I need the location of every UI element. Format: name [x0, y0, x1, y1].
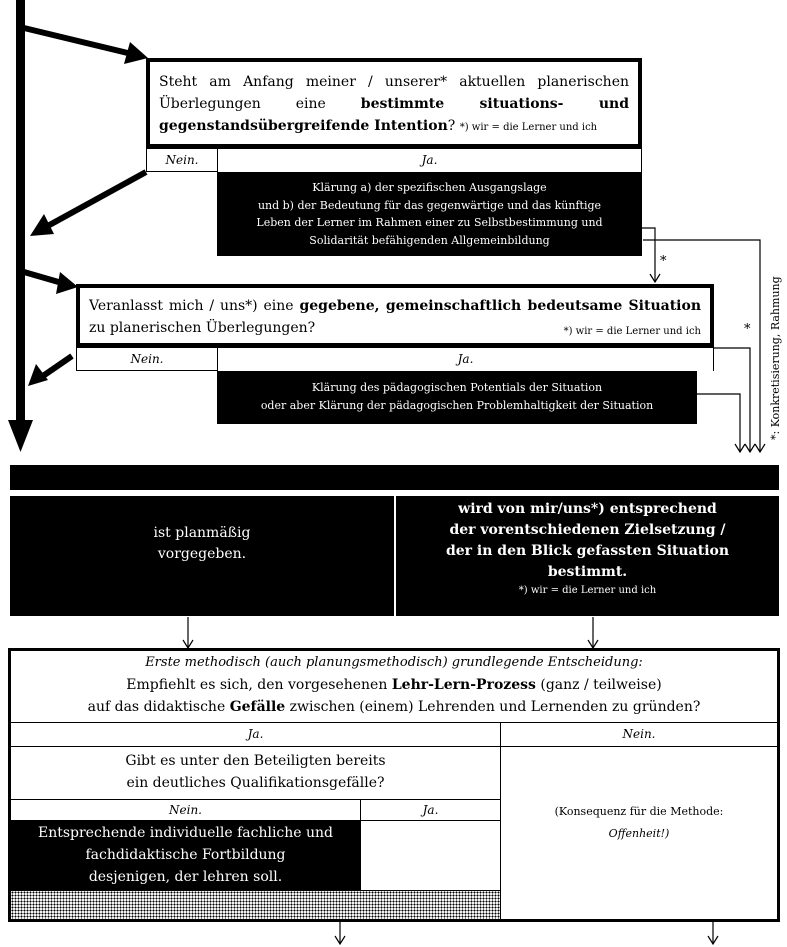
sub-question-line-2: ein deutliches Qualifikationsgefälle? [126, 775, 385, 791]
question-1-no-cell [146, 148, 218, 172]
branch-arrowhead-q2 [56, 272, 78, 294]
back-line-q1-no [44, 172, 146, 228]
question-1-yes-label: Ja. [421, 153, 438, 167]
decision-yes-label: Ja. [247, 727, 264, 741]
gegenstand-right-line-1: wird von mir/uns*) entsprechend [458, 501, 717, 517]
question-1-text-b: ? [447, 118, 460, 134]
decision-intro: Erste methodisch (auch planungsmethodisch) grundlegende Entscheidung: [145, 655, 643, 670]
gegenstand-right-line-4: bestimmt. [547, 564, 628, 580]
training-box [11, 820, 360, 890]
q1-clarify-line-3: Leben der Lerner im Rahmen einer zu Selbstbestimmung und [256, 216, 603, 229]
back-line-q2-no [40, 356, 72, 378]
question-1-text-bold: bestimmte situations- und gegenstandsübergreifende Intention [159, 96, 629, 134]
question-2-box [76, 284, 714, 347]
main-flow-line [16, 0, 25, 420]
training-line-3: desjenigen, der lehren soll. [88, 869, 283, 885]
sub-no-cell [11, 799, 361, 821]
branch-line-q2 [24, 272, 62, 283]
question-2-footnote: *) wir = die Lerner und ich [563, 326, 701, 337]
decision-line-2-a: auf das didaktische [87, 699, 230, 715]
sub-question [11, 750, 500, 798]
question-1-box [146, 58, 642, 148]
sub-yes-label: Ja. [422, 803, 439, 817]
decision-no-cell [500, 722, 777, 747]
gegenstand-right-footnote: *) wir = die Lerner und ich [518, 585, 657, 596]
question-2-text-bold: gegebene, gemeinschaftlich bedeutsame Situation [299, 298, 701, 314]
decision-line-1-a: Empfiehlt es sich, den vorgesehenen [126, 677, 392, 693]
gegenstand-header [10, 465, 779, 490]
consequence-line-2: Offenheit!) [608, 827, 670, 840]
decision-line-2-b: zwischen (einem) Lehrenden und Lernenden zu gründen? [285, 699, 701, 715]
question-2-no-cell [76, 347, 218, 371]
q1-clarify-line-1: Klärung a) der spezifischen Ausgangslage [312, 181, 547, 194]
q1-clarify-line-2: und b) der Bedeutung für das gegenwärtige und das künftige [257, 198, 602, 212]
decision-line-1-b: (ganz / teilweise) [535, 677, 662, 693]
consequence-line-1: (Konsequenz für die Methode: [554, 805, 724, 818]
branch-line-q1 [24, 28, 132, 54]
main-flow-arrowhead [8, 420, 33, 452]
question-2-text-b: zu planerischen Überlegungen? [89, 320, 316, 336]
gegenstand-left-text: ist planmäßig vorgegeben. [153, 525, 251, 562]
side-star-2: * [744, 322, 751, 337]
sub-no-label: Nein. [169, 803, 202, 817]
q1-clarify-line-4: Solidarität befähigenden Allgemeinbildung [309, 233, 550, 247]
sub-yes-divider [360, 820, 361, 890]
sub-yes-cell [360, 799, 501, 821]
gegenstand-left-box [10, 496, 394, 616]
question-2-text-a: Veranlasst mich / uns*) eine [89, 298, 300, 314]
dotted-fill-area [11, 890, 500, 919]
question-1-no-label: Nein. [165, 153, 199, 167]
branch-arrowhead-q1 [124, 42, 148, 64]
q2-clarify-line-2: oder aber Klärung der pädagogischen Problemhaltigkeit der Situation [260, 399, 654, 412]
side-star-1: * [660, 254, 667, 269]
question-2-no-label: Nein. [130, 352, 164, 366]
decision-line-2 [11, 696, 777, 718]
sub-question-line-1: Gibt es unter den Beteiligten bereits [125, 753, 386, 769]
question-1-footnote: *) wir = die Lerner und ich [459, 122, 598, 133]
decision-line-2-bold: Gefälle [229, 699, 286, 715]
q2-clarify-line-1: Klärung des pädagogischen Potentials der Situation [311, 381, 603, 394]
question-1-yes-cell [217, 148, 642, 172]
question-1-clarification-box [217, 172, 642, 256]
side-label-text: *: Konkretisierung, Rahmung [769, 276, 782, 440]
question-1-text-a: Steht am Anfang meiner / unserer* aktuellen planerischen Überlegungen eine [159, 74, 629, 112]
question-2-yes-label: Ja. [457, 352, 474, 366]
question-2-yes-cell [217, 347, 714, 371]
training-line-2: fachdidaktische Fortbildung [85, 847, 286, 863]
q2-clarify-to-gegenstand-line [697, 394, 740, 452]
decision-line-1-bold: Lehr-Lern-Prozess [391, 677, 536, 693]
consequence-note [501, 801, 777, 851]
gegenstand-right-line-3: der in den Blick gefassten Situation [445, 543, 730, 559]
gegenstand-right-box [396, 496, 779, 616]
decision-yes-cell [11, 722, 501, 747]
decision-no-label: Nein. [622, 727, 656, 741]
training-line-1: Entsprechende individuelle fachliche und [37, 825, 334, 841]
q2-to-gegenstand-line-outer [714, 348, 750, 452]
gegenstand-right-line-2: der vorentschiedenen Zielsetzung / [449, 522, 726, 538]
side-label-rotated [768, 230, 784, 440]
decision-line-1 [11, 674, 777, 696]
decision-question [11, 652, 777, 722]
question-2-clarification-box [217, 371, 697, 424]
